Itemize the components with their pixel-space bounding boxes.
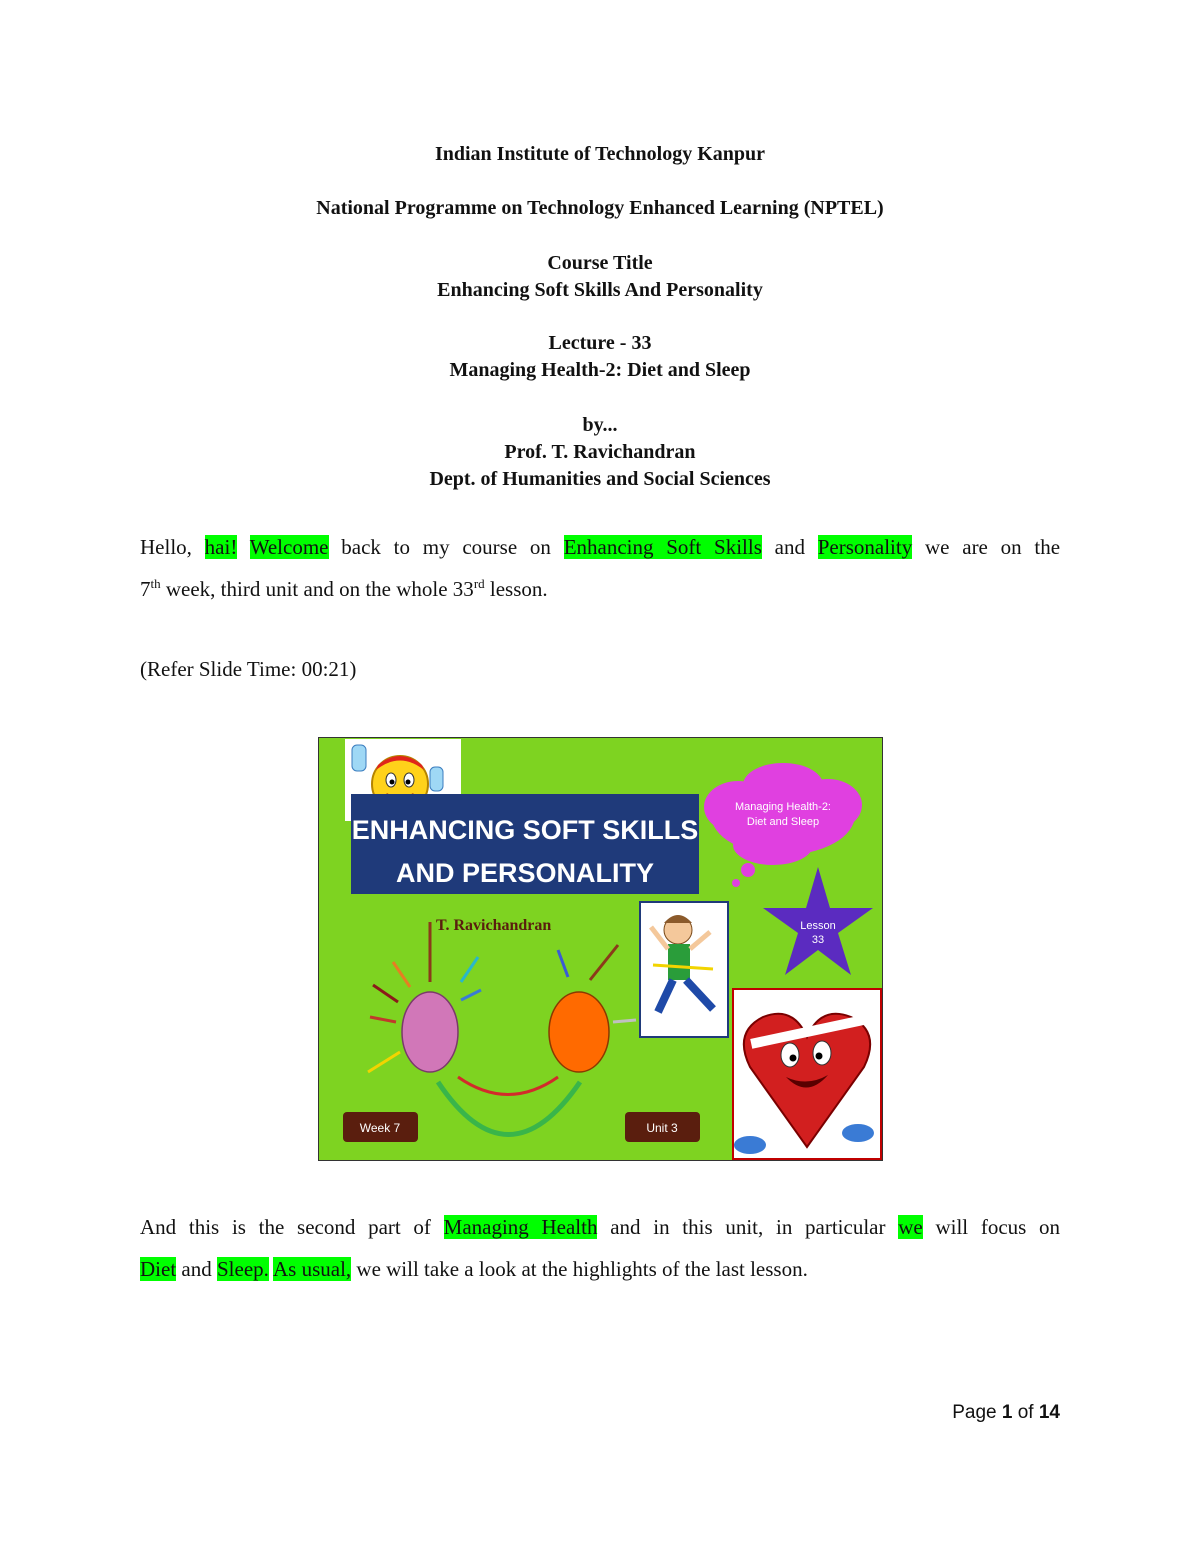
lecture-number: Lecture - 33	[548, 332, 652, 354]
star-line-2: 33	[811, 934, 825, 946]
highlight-sleep: Sleep.	[216, 1257, 269, 1281]
by-label: by...	[582, 414, 618, 436]
course-title-label: Course Title	[547, 252, 653, 274]
slide-author: T. Ravichandran	[436, 917, 552, 934]
orange-circle	[549, 992, 609, 1072]
highlight-course-name: Enhancing Soft Skills	[563, 535, 762, 559]
highlight-diet: Diet	[140, 1257, 177, 1281]
highlight-personality: Personality	[817, 535, 913, 559]
course-title: Enhancing Soft Skills And Personality	[437, 279, 763, 301]
page-footer: Page 1 of 14	[952, 1402, 1060, 1423]
department-name: Dept. of Humanities and Social Sciences	[429, 468, 771, 490]
highlight-we: we	[898, 1215, 923, 1239]
lecture-slide-image	[318, 737, 883, 1161]
para2-line-1: And this is the second part of Managing Health and in this unit, in particular we will focus on	[140, 1215, 1061, 1239]
cloud-line-1: Managing Health-2:	[734, 801, 832, 813]
slide-title-line-1: ENHANCING SOFT SKILLS	[351, 815, 699, 845]
cloud-line-2: Diet and Sleep	[746, 816, 820, 828]
highlight-hai: hai!	[204, 535, 238, 559]
week-badge-label: Week 7	[359, 1121, 401, 1135]
highlight-welcome: Welcome	[249, 535, 329, 559]
page-number: 1	[1001, 1402, 1013, 1423]
institute-name: Indian Institute of Technology Kanpur	[434, 143, 766, 165]
lecture-title: Managing Health-2: Diet and Sleep	[449, 359, 751, 381]
highlight-as-usual: As usual,	[272, 1257, 352, 1281]
unit-badge-label: Unit 3	[646, 1121, 678, 1135]
para2-line-2: Diet and Sleep. As usual, we will take a look at the highlights of the last lesson.	[140, 1257, 808, 1281]
intro-line-2: 7th week, third unit and on the whole 33rd lesson.	[140, 576, 548, 601]
slide-title-line-2: AND PERSONALITY	[395, 858, 655, 888]
refer-slide-time: (Refer Slide Time: 00:21)	[140, 657, 357, 681]
professor-name: Prof. T. Ravichandran	[504, 441, 696, 463]
intro-line-1: Hello, hai! Welcome back to my course on Enhancing Soft Skills and Personality we are on the	[140, 535, 1061, 559]
pink-circle	[402, 992, 458, 1072]
highlight-managing-health: Managing Health	[443, 1215, 598, 1239]
programme-name: National Programme on Technology Enhanced Learning (NPTEL)	[316, 197, 884, 219]
star-line-1: Lesson	[800, 920, 836, 932]
total-pages: 14	[1038, 1402, 1060, 1423]
